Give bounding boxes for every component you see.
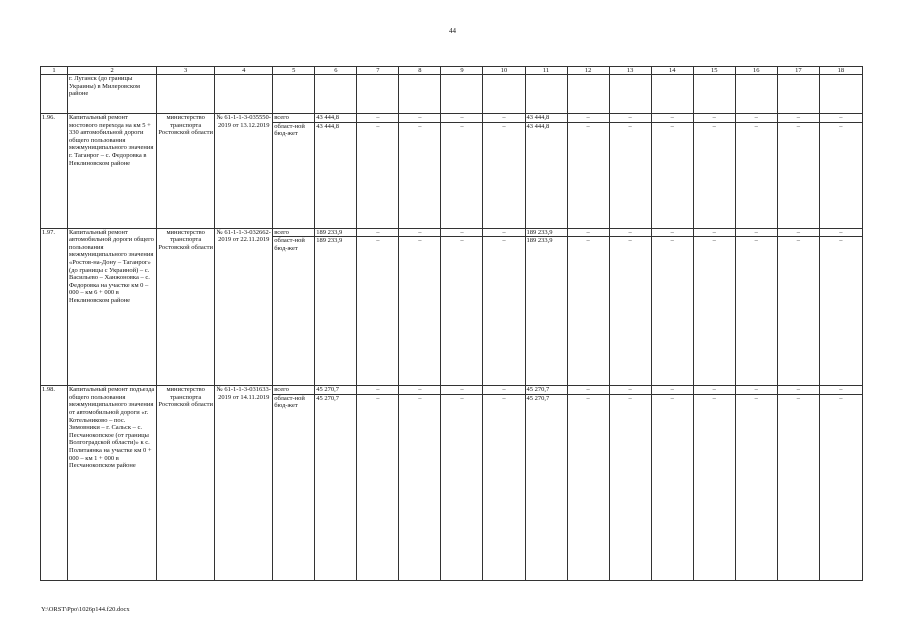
column-header: 14 <box>651 67 693 75</box>
dash-cell: – <box>399 394 441 580</box>
dash-cell: – <box>357 394 399 580</box>
column-header: 16 <box>735 67 777 75</box>
funding-source-regional: област-ной бюд-жет <box>273 237 315 386</box>
object-description: Капитальный ремонт подъезда общего пользования межмуниципального значения от автомобильной дороги «г. Котельниково – пос. Зимовники – г. Сальск – с. Песчанокопское (от границы Волгоградской области)» к с. Политаянка на участке км 0 + 000 – км 1 + 000 в Песчанокопском районе <box>68 386 157 581</box>
dash-cell: – <box>357 386 399 395</box>
dash-cell: – <box>819 394 862 580</box>
dash-cell: – <box>819 386 862 395</box>
empty-cell <box>441 75 483 114</box>
empty-cell <box>525 75 567 114</box>
empty-cell <box>357 75 399 114</box>
column-header: 3 <box>157 67 215 75</box>
customer-name: министерство транспорта Ростовской области <box>157 386 215 581</box>
empty-cell <box>609 75 651 114</box>
year-amount: 43 444,8 <box>525 114 567 123</box>
dash-cell: – <box>399 237 441 386</box>
dash-cell: – <box>819 122 862 228</box>
empty-cell <box>157 75 215 114</box>
dash-cell: – <box>651 114 693 123</box>
dash-cell: – <box>399 114 441 123</box>
dash-cell: – <box>567 394 609 580</box>
year-amount: 45 270,7 <box>525 386 567 395</box>
table-row <box>41 386 863 395</box>
column-header: 8 <box>399 67 441 75</box>
empty-cell <box>41 75 68 114</box>
column-header: 4 <box>215 67 273 75</box>
dash-cell: – <box>567 114 609 123</box>
dash-cell: – <box>483 237 525 386</box>
total-amount: 189 233,9 <box>315 228 357 237</box>
dash-cell: – <box>357 114 399 123</box>
column-header: 6 <box>315 67 357 75</box>
column-header: 2 <box>68 67 157 75</box>
funding-source-regional: област-ной бюд-жет <box>273 394 315 580</box>
dash-cell: – <box>693 237 735 386</box>
dash-cell: – <box>399 228 441 237</box>
empty-cell <box>273 75 315 114</box>
dash-cell: – <box>483 386 525 395</box>
empty-cell <box>215 75 273 114</box>
dash-cell: – <box>777 237 819 386</box>
dash-cell: – <box>651 122 693 228</box>
page-number: 44 <box>449 27 456 35</box>
dash-cell: – <box>399 122 441 228</box>
column-header: 10 <box>483 67 525 75</box>
column-number-row <box>41 67 863 75</box>
dash-cell: – <box>735 114 777 123</box>
dash-cell: – <box>777 114 819 123</box>
dash-cell: – <box>735 228 777 237</box>
dash-cell: – <box>693 228 735 237</box>
column-header: 18 <box>819 67 862 75</box>
dash-cell: – <box>441 237 483 386</box>
dash-cell: – <box>735 386 777 395</box>
dash-cell: – <box>609 386 651 395</box>
empty-cell <box>315 75 357 114</box>
carryover-description: г. Луганск (до границы Украины) в Милеровском районе <box>68 75 157 114</box>
dash-cell: – <box>819 237 862 386</box>
regional-amount: 189 233,9 <box>315 237 357 386</box>
dash-cell: – <box>357 237 399 386</box>
column-header: 7 <box>357 67 399 75</box>
dash-cell: – <box>651 394 693 580</box>
dash-cell: – <box>441 228 483 237</box>
dash-cell: – <box>651 386 693 395</box>
row-number: 1.97. <box>41 228 68 386</box>
dash-cell: – <box>483 114 525 123</box>
dash-cell: – <box>651 228 693 237</box>
dash-cell: – <box>693 114 735 123</box>
document-number: № 61-1-1-3-032662-2019 от 22.11.2019 <box>215 228 273 386</box>
dash-cell: – <box>357 122 399 228</box>
column-header: 17 <box>777 67 819 75</box>
year-amount: 189 233,9 <box>525 228 567 237</box>
dash-cell: – <box>777 386 819 395</box>
column-header: 12 <box>567 67 609 75</box>
empty-cell <box>693 75 735 114</box>
dash-cell: – <box>483 228 525 237</box>
empty-cell <box>735 75 777 114</box>
funding-source-total: всего <box>273 386 315 395</box>
regional-amount: 45 270,7 <box>315 394 357 580</box>
empty-cell <box>399 75 441 114</box>
carryover-row <box>41 75 863 114</box>
dash-cell: – <box>609 122 651 228</box>
dash-cell: – <box>819 114 862 123</box>
table-row <box>41 228 863 237</box>
empty-cell <box>819 75 862 114</box>
column-header: 11 <box>525 67 567 75</box>
row-number: 1.98. <box>41 386 68 581</box>
dash-cell: – <box>693 122 735 228</box>
dash-cell: – <box>567 237 609 386</box>
dash-cell: – <box>441 114 483 123</box>
column-header: 13 <box>609 67 651 75</box>
table-row <box>41 114 863 123</box>
dash-cell: – <box>651 237 693 386</box>
dash-cell: – <box>777 228 819 237</box>
year-amount-regional: 43 444,8 <box>525 122 567 228</box>
dash-cell: – <box>609 228 651 237</box>
funding-source-total: всего <box>273 228 315 237</box>
dash-cell: – <box>693 386 735 395</box>
year-amount-regional: 189 233,9 <box>525 237 567 386</box>
dash-cell: – <box>609 237 651 386</box>
empty-cell <box>651 75 693 114</box>
dash-cell: – <box>735 394 777 580</box>
dash-cell: – <box>819 228 862 237</box>
appendix-table <box>40 66 863 581</box>
column-header: 9 <box>441 67 483 75</box>
dash-cell: – <box>441 394 483 580</box>
total-amount: 45 270,7 <box>315 386 357 395</box>
dash-cell: – <box>567 228 609 237</box>
column-header: 15 <box>693 67 735 75</box>
row-number: 1.96. <box>41 114 68 229</box>
document-number: № 61-1-1-3-031633-2019 от 14.11.2019 <box>215 386 273 581</box>
dash-cell: – <box>567 122 609 228</box>
funding-source-total: всего <box>273 114 315 123</box>
dash-cell: – <box>777 394 819 580</box>
customer-name: министерство транспорта Ростовской области <box>157 114 215 229</box>
dash-cell: – <box>735 237 777 386</box>
column-header: 1 <box>41 67 68 75</box>
dash-cell: – <box>357 228 399 237</box>
year-amount-regional: 45 270,7 <box>525 394 567 580</box>
object-description: Капитальный ремонт мостового перехода на км 5 + 330 автомобильной дороги общего пользования межмуниципального значения г. Таганрог – с. Федоровка в Неклиновском районе <box>68 114 157 229</box>
customer-name: министерство транспорта Ростовской области <box>157 228 215 386</box>
footer-file-path: Y:\ORST\Ppo\1026p144.f20.docx <box>41 606 130 613</box>
dash-cell: – <box>693 394 735 580</box>
empty-cell <box>777 75 819 114</box>
dash-cell: – <box>609 394 651 580</box>
funding-source-regional: област-ной бюд-жет <box>273 122 315 228</box>
dash-cell: – <box>567 386 609 395</box>
regional-amount: 43 444,8 <box>315 122 357 228</box>
empty-cell <box>567 75 609 114</box>
dash-cell: – <box>483 394 525 580</box>
dash-cell: – <box>609 114 651 123</box>
dash-cell: – <box>777 122 819 228</box>
dash-cell: – <box>399 386 441 395</box>
dash-cell: – <box>441 386 483 395</box>
empty-cell <box>483 75 525 114</box>
dash-cell: – <box>483 122 525 228</box>
total-amount: 43 444,8 <box>315 114 357 123</box>
column-header: 5 <box>273 67 315 75</box>
object-description: Капитальный ремонт автомобильной дороги общего пользования межмуниципального значения «Ростов-на-Дону – Таганрог» (до границы с Украиной) – с. Васильево – Ханжоновка – с. Федоровка на участке км 0 – 000 – км 6 + 000 в Неклиновском районе <box>68 228 157 386</box>
dash-cell: – <box>441 122 483 228</box>
dash-cell: – <box>735 122 777 228</box>
document-number: № 61-1-1-3-035550-2019 от 13.12.2019 <box>215 114 273 229</box>
